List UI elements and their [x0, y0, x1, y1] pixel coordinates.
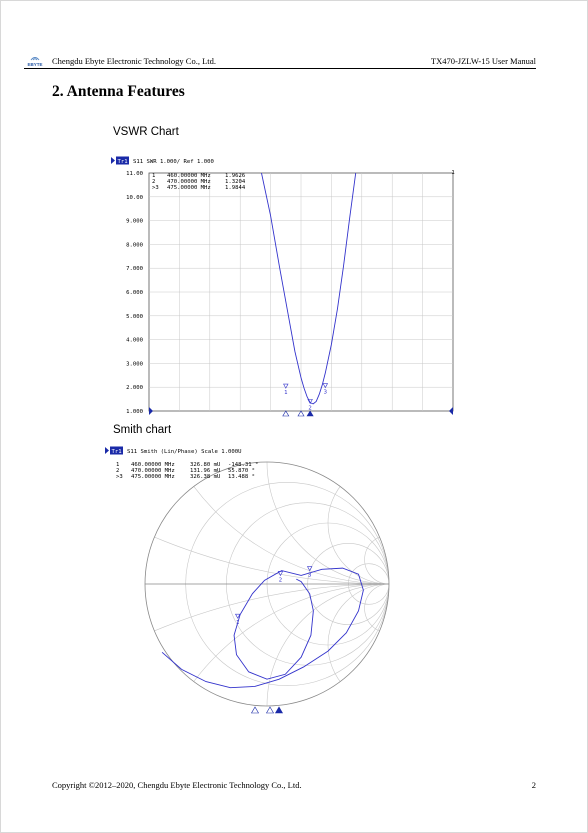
smith-marker-id: 1 — [116, 462, 120, 468]
smith-stimulus-marker — [276, 707, 283, 713]
logo-text: EBYTE — [27, 62, 43, 67]
vswr-stimulus-marker — [298, 411, 304, 416]
vswr-marker-value: 1.9844 — [225, 185, 246, 191]
vswr-marker-freq: 475.00000 MHz — [167, 185, 211, 191]
smith-active-trace-arrow — [105, 447, 109, 454]
vswr-trace-marker-label: 1 — [284, 390, 288, 397]
smith-marker-phase: 13.488 ° — [228, 474, 255, 480]
smith-reactance-arc — [267, 584, 511, 828]
vswr-y-tick: 10.00 — [126, 194, 143, 201]
smith-trace-marker-label: 1 — [236, 620, 240, 627]
vswr-trace-marker-label: 3 — [323, 389, 328, 396]
vswr-y-tick: 8.000 — [126, 242, 143, 249]
smith-reactance-arc — [328, 462, 450, 584]
vswr-marker-value: 1.9626 — [225, 173, 246, 179]
trace-badge-label: Tr1 — [117, 159, 128, 165]
vswr-stimulus-marker — [307, 411, 313, 416]
smith-marker-mag: 326.38 mU — [190, 474, 221, 480]
vswr-marker-value: 1.3204 — [225, 179, 246, 185]
smith-trace-marker — [278, 571, 282, 575]
smith-marker-phase: -148.31 ° — [228, 462, 259, 468]
vswr-caption: VSWR Chart — [113, 126, 179, 138]
vswr-marker-id: 1 — [152, 173, 156, 179]
smith-reactance-arc — [0, 584, 588, 833]
vswr-y-tick: 9.000 — [126, 218, 143, 225]
vswr-marker-freq: 470.00000 MHz — [167, 179, 211, 185]
smith-trace-badge-label: Tr1 — [111, 449, 122, 455]
smith-stimulus-marker — [252, 707, 259, 713]
smith-marker-freq: 460.00000 MHz — [131, 462, 175, 468]
smith-header: S11 Smith (Lin/Phase) Scale 1.000U — [127, 449, 242, 455]
vswr-y-tick: 5.000 — [126, 313, 143, 320]
smith-marker-mag: 326.80 mU — [190, 462, 221, 468]
smith-trace-marker-label: 3 — [308, 572, 312, 579]
vswr-header: S11 SWR 1.000/ Ref 1.000 — [133, 159, 214, 165]
vswr-stimulus-marker — [283, 411, 289, 416]
vswr-marker-id: >3 — [152, 185, 159, 191]
smith-trace-marker-label: 2 — [278, 577, 283, 584]
vswr-y-tick: 11.00 — [126, 171, 143, 177]
vswr-y-tick: 3.000 — [126, 361, 143, 368]
vswr-trace-marker-label: 2 — [308, 405, 312, 412]
smith-marker-freq: 475.00000 MHz — [131, 474, 175, 480]
copyright-text: Copyright ©2012–2020, Chengdu Ebyte Electronic Technology Co., Ltd. — [52, 780, 302, 790]
vswr-y-tick: 6.000 — [126, 290, 143, 296]
smith-stimulus-marker — [267, 707, 274, 713]
smith-marker-mag: 131.96 mU — [190, 468, 221, 474]
smith-reactance-arc — [328, 584, 450, 706]
smith-marker-id: >3 — [116, 474, 123, 480]
smith-marker-phase: 55.870 ° — [228, 468, 255, 474]
active-trace-arrow — [111, 157, 115, 164]
company-name: Chengdu Ebyte Electronic Technology Co., Ltd. — [52, 56, 217, 66]
smith-marker-freq: 470.00000 MHz — [131, 468, 175, 474]
vswr-marker-freq: 460.00000 MHz — [167, 173, 211, 179]
vswr-y-tick: 1.000 — [126, 409, 143, 415]
section-title: 2. Antenna Features — [52, 83, 185, 100]
vswr-right-label: 1 — [451, 170, 455, 176]
page-number: 2 — [531, 780, 536, 790]
manual-title: TX470-JZLW-15 User Manual — [430, 56, 536, 66]
vswr-marker-id: 2 — [152, 179, 156, 185]
smith-marker-id: 2 — [116, 468, 120, 474]
vswr-y-tick: 7.000 — [126, 266, 143, 273]
vswr-y-tick: 2.000 — [126, 385, 143, 392]
smith-reactance-arc — [145, 584, 588, 833]
vswr-y-tick: 4.000 — [126, 337, 143, 344]
smith-caption: Smith chart — [113, 424, 172, 436]
